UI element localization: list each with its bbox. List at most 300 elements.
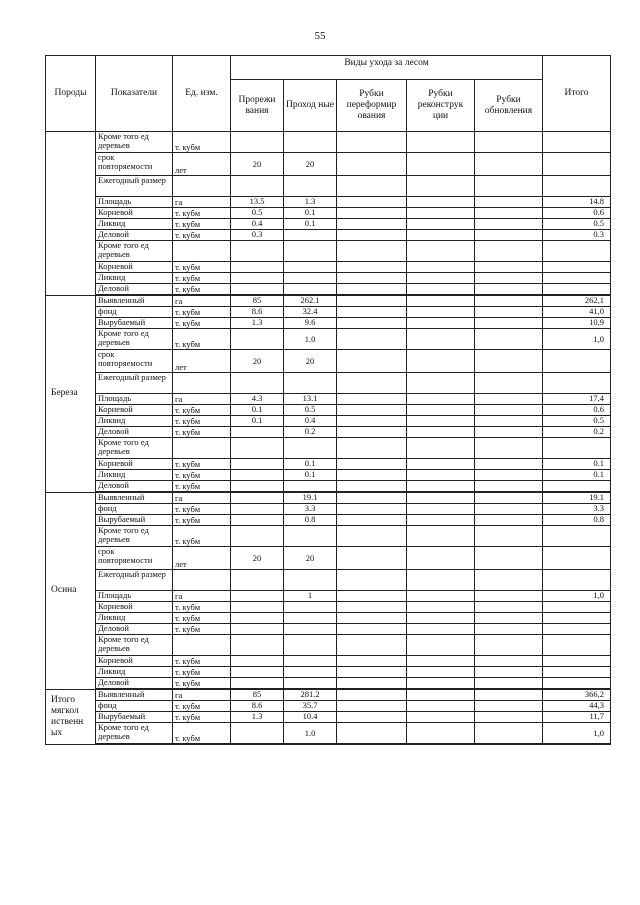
value-cell — [231, 635, 284, 656]
value-cell — [337, 515, 407, 526]
header-reconstruction: Рубки реконструк ции — [407, 80, 475, 132]
value-cell — [231, 624, 284, 635]
total-cell: 1,0 — [543, 591, 611, 602]
value-cell — [407, 712, 475, 723]
value-cell — [475, 262, 543, 273]
unit-cell: т. кубм — [173, 481, 231, 493]
forest-care-table — [45, 55, 611, 745]
value-cell: 20 — [284, 153, 337, 176]
value-cell — [231, 656, 284, 667]
value-cell — [475, 318, 543, 329]
unit-cell: т. кубм — [173, 284, 231, 296]
value-cell — [407, 613, 475, 624]
value-cell — [231, 438, 284, 459]
value-cell — [407, 723, 475, 745]
total-cell — [543, 262, 611, 273]
value-cell — [407, 547, 475, 570]
header-unit: Ед. изм. — [173, 56, 231, 132]
indicator-cell: Кроме того ед деревьев — [96, 329, 173, 350]
table-row — [46, 273, 611, 284]
value-cell — [475, 701, 543, 712]
table-row — [46, 318, 611, 329]
indicator-cell: Ликвид — [96, 613, 173, 624]
unit-cell: лет — [173, 547, 231, 570]
value-cell — [284, 570, 337, 591]
value-cell — [231, 602, 284, 613]
total-cell — [543, 526, 611, 547]
value-cell — [407, 219, 475, 230]
unit-cell: га — [173, 689, 231, 701]
value-cell — [284, 176, 337, 197]
value-cell — [284, 230, 337, 241]
unit-cell: т. кубм — [173, 219, 231, 230]
value-cell — [337, 329, 407, 350]
value-cell — [337, 262, 407, 273]
value-cell — [284, 526, 337, 547]
total-cell: 1,0 — [543, 329, 611, 350]
value-cell — [231, 526, 284, 547]
value-cell — [407, 318, 475, 329]
value-cell: 9.6 — [284, 318, 337, 329]
indicator-cell: Корневой — [96, 405, 173, 416]
value-cell — [475, 723, 543, 745]
value-cell — [231, 284, 284, 296]
table-row — [46, 656, 611, 667]
value-cell — [407, 284, 475, 296]
total-cell: 0.6 — [543, 208, 611, 219]
total-cell: 366,2 — [543, 689, 611, 701]
value-cell: 262.1 — [284, 295, 337, 307]
value-cell — [337, 132, 407, 153]
value-cell — [337, 570, 407, 591]
indicator-cell: Ежегодный размер — [96, 373, 173, 394]
value-cell — [475, 208, 543, 219]
value-cell: 0.1 — [284, 470, 337, 481]
value-cell — [284, 481, 337, 493]
total-cell: 11,7 — [543, 712, 611, 723]
table-row — [46, 307, 611, 318]
value-cell — [337, 591, 407, 602]
value-cell: 3.3 — [284, 504, 337, 515]
value-cell: 20 — [231, 153, 284, 176]
value-cell — [475, 350, 543, 373]
table-row — [46, 667, 611, 678]
total-cell — [543, 635, 611, 656]
table-row — [46, 394, 611, 405]
value-cell — [407, 405, 475, 416]
indicator-cell: Ликвид — [96, 667, 173, 678]
value-cell — [231, 241, 284, 262]
indicator-cell: Корневой — [96, 602, 173, 613]
value-cell — [231, 591, 284, 602]
breed-cell: Береза — [46, 295, 96, 492]
unit-cell: т. кубм — [173, 667, 231, 678]
header-care-types: Виды ухода за лесом — [231, 56, 543, 80]
unit-cell: т. кубм — [173, 712, 231, 723]
value-cell — [231, 492, 284, 504]
table-row — [46, 481, 611, 493]
value-cell — [231, 373, 284, 394]
unit-cell: т. кубм — [173, 132, 231, 153]
table-row — [46, 153, 611, 176]
unit-cell: т. кубм — [173, 427, 231, 438]
value-cell: 20 — [231, 547, 284, 570]
total-cell — [543, 602, 611, 613]
unit-cell: т. кубм — [173, 416, 231, 427]
value-cell: 0.1 — [284, 459, 337, 470]
unit-cell: т. кубм — [173, 470, 231, 481]
indicator-cell: Ликвид — [96, 273, 173, 284]
unit-cell: т. кубм — [173, 307, 231, 318]
value-cell — [475, 678, 543, 690]
total-cell — [543, 176, 611, 197]
value-cell — [407, 394, 475, 405]
total-cell — [543, 273, 611, 284]
unit-cell: т. кубм — [173, 723, 231, 745]
value-cell — [407, 635, 475, 656]
total-cell — [543, 667, 611, 678]
value-cell — [284, 656, 337, 667]
value-cell — [475, 197, 543, 208]
value-cell: 0.5 — [231, 208, 284, 219]
value-cell — [475, 273, 543, 284]
value-cell: 20 — [231, 350, 284, 373]
unit-cell: т. кубм — [173, 701, 231, 712]
value-cell — [407, 602, 475, 613]
total-cell: 262,1 — [543, 295, 611, 307]
value-cell — [475, 394, 543, 405]
table-row — [46, 176, 611, 197]
value-cell — [231, 723, 284, 745]
value-cell — [475, 602, 543, 613]
value-cell — [284, 373, 337, 394]
unit-cell: т. кубм — [173, 230, 231, 241]
indicator-cell: Выявленный — [96, 295, 173, 307]
value-cell — [231, 459, 284, 470]
value-cell — [407, 132, 475, 153]
indicator-cell: Кроме того ед деревьев — [96, 526, 173, 547]
total-cell — [543, 613, 611, 624]
table-row — [46, 208, 611, 219]
total-cell: 0.3 — [543, 230, 611, 241]
value-cell — [284, 241, 337, 262]
indicator-cell: Выявленный — [96, 689, 173, 701]
total-cell — [543, 350, 611, 373]
value-cell: 1 — [284, 591, 337, 602]
total-cell: 17,4 — [543, 394, 611, 405]
value-cell — [407, 591, 475, 602]
value-cell — [231, 273, 284, 284]
value-cell — [337, 350, 407, 373]
indicator-cell: Деловой — [96, 230, 173, 241]
value-cell: 0.4 — [231, 219, 284, 230]
unit-cell: т. кубм — [173, 405, 231, 416]
value-cell — [475, 307, 543, 318]
unit-cell: т. кубм — [173, 208, 231, 219]
value-cell: 0.1 — [231, 416, 284, 427]
value-cell — [475, 570, 543, 591]
value-cell — [337, 295, 407, 307]
value-cell — [407, 427, 475, 438]
value-cell: 13.1 — [284, 394, 337, 405]
value-cell — [337, 712, 407, 723]
unit-cell: лет — [173, 350, 231, 373]
value-cell — [337, 230, 407, 241]
value-cell — [407, 481, 475, 493]
value-cell — [337, 284, 407, 296]
value-cell — [475, 176, 543, 197]
indicator-cell: фонд — [96, 504, 173, 515]
value-cell — [407, 208, 475, 219]
value-cell — [231, 427, 284, 438]
value-cell — [475, 295, 543, 307]
value-cell — [231, 678, 284, 690]
value-cell — [475, 132, 543, 153]
indicator-cell: Ликвид — [96, 470, 173, 481]
value-cell — [337, 470, 407, 481]
value-cell — [407, 241, 475, 262]
total-cell: 41,0 — [543, 307, 611, 318]
value-cell — [231, 470, 284, 481]
value-cell — [337, 459, 407, 470]
table-row — [46, 602, 611, 613]
value-cell — [284, 678, 337, 690]
total-cell — [543, 547, 611, 570]
total-cell: 1,0 — [543, 723, 611, 745]
value-cell: 85 — [231, 295, 284, 307]
value-cell — [407, 678, 475, 690]
table-row — [46, 262, 611, 273]
total-cell: 0.5 — [543, 219, 611, 230]
unit-cell — [173, 176, 231, 197]
value-cell — [475, 459, 543, 470]
value-cell — [475, 405, 543, 416]
indicator-cell: Деловой — [96, 624, 173, 635]
value-cell — [407, 295, 475, 307]
total-cell — [543, 373, 611, 394]
indicator-cell: Корневой — [96, 208, 173, 219]
unit-cell: га — [173, 492, 231, 504]
unit-cell: га — [173, 197, 231, 208]
value-cell — [337, 176, 407, 197]
table-row — [46, 350, 611, 373]
unit-cell: т. кубм — [173, 262, 231, 273]
value-cell — [231, 613, 284, 624]
value-cell — [475, 492, 543, 504]
value-cell — [337, 635, 407, 656]
table-row — [46, 504, 611, 515]
value-cell — [407, 470, 475, 481]
value-cell — [407, 492, 475, 504]
unit-cell: т. кубм — [173, 602, 231, 613]
total-cell — [543, 481, 611, 493]
total-cell: 0.5 — [543, 416, 611, 427]
value-cell — [284, 635, 337, 656]
value-cell — [407, 438, 475, 459]
value-cell — [475, 504, 543, 515]
value-cell — [337, 504, 407, 515]
value-cell — [337, 427, 407, 438]
unit-cell: лет — [173, 153, 231, 176]
table-row — [46, 635, 611, 656]
value-cell — [475, 481, 543, 493]
unit-cell: т. кубм — [173, 678, 231, 690]
value-cell — [337, 656, 407, 667]
indicator-cell: Площадь — [96, 394, 173, 405]
value-cell — [284, 624, 337, 635]
value-cell: 1.3 — [231, 318, 284, 329]
unit-cell: т. кубм — [173, 504, 231, 515]
indicator-cell: Кроме того ед деревьев — [96, 241, 173, 262]
table-row — [46, 515, 611, 526]
value-cell — [475, 613, 543, 624]
value-cell — [475, 515, 543, 526]
value-cell: 0.1 — [284, 208, 337, 219]
value-cell — [337, 701, 407, 712]
value-cell — [337, 492, 407, 504]
table-row — [46, 230, 611, 241]
value-cell — [475, 712, 543, 723]
total-cell — [543, 570, 611, 591]
value-cell — [231, 176, 284, 197]
value-cell — [475, 329, 543, 350]
value-cell — [337, 318, 407, 329]
breed-cell: Итого мягкол иственн ых — [46, 689, 96, 744]
value-cell — [337, 219, 407, 230]
value-cell — [284, 667, 337, 678]
value-cell: 13.5 — [231, 197, 284, 208]
value-cell — [337, 416, 407, 427]
value-cell — [231, 132, 284, 153]
table-row — [46, 132, 611, 153]
value-cell — [284, 602, 337, 613]
table-row — [46, 624, 611, 635]
total-cell — [543, 656, 611, 667]
total-cell: 0.1 — [543, 459, 611, 470]
value-cell — [337, 526, 407, 547]
unit-cell: т. кубм — [173, 656, 231, 667]
value-cell — [231, 570, 284, 591]
table-row — [46, 329, 611, 350]
indicator-cell: Кроме того ед деревьев — [96, 635, 173, 656]
value-cell: 8.6 — [231, 307, 284, 318]
indicator-cell: Корневой — [96, 262, 173, 273]
total-cell — [543, 678, 611, 690]
value-cell — [475, 689, 543, 701]
value-cell — [337, 273, 407, 284]
value-cell — [337, 405, 407, 416]
value-cell — [475, 667, 543, 678]
value-cell: 19.1 — [284, 492, 337, 504]
indicator-cell: срок повторяемости — [96, 547, 173, 570]
indicator-cell: Выявленный — [96, 492, 173, 504]
page-number: 55 — [314, 30, 326, 42]
total-cell — [543, 284, 611, 296]
value-cell — [475, 284, 543, 296]
unit-cell: га — [173, 394, 231, 405]
value-cell — [475, 438, 543, 459]
value-cell — [407, 656, 475, 667]
value-cell — [407, 373, 475, 394]
unit-cell: т. кубм — [173, 613, 231, 624]
value-cell — [407, 153, 475, 176]
table-row — [46, 197, 611, 208]
header-thinning: Прорежи вания — [231, 80, 284, 132]
value-cell — [407, 515, 475, 526]
value-cell — [475, 635, 543, 656]
total-cell: 14.8 — [543, 197, 611, 208]
table-row — [46, 373, 611, 394]
table-row — [46, 459, 611, 470]
value-cell — [407, 526, 475, 547]
value-cell — [407, 307, 475, 318]
value-cell — [407, 329, 475, 350]
value-cell: 4.3 — [231, 394, 284, 405]
header-indicators: Показатели — [96, 56, 173, 132]
unit-cell: т. кубм — [173, 318, 231, 329]
indicator-cell: срок повторяемости — [96, 350, 173, 373]
header-renewal: Рубки обновления — [475, 80, 543, 132]
indicator-cell: фонд — [96, 307, 173, 318]
table-row — [46, 678, 611, 690]
total-cell: 3.3 — [543, 504, 611, 515]
indicator-cell: Корневой — [96, 656, 173, 667]
unit-cell: т. кубм — [173, 329, 231, 350]
value-cell — [475, 526, 543, 547]
value-cell — [337, 613, 407, 624]
indicator-cell: фонд — [96, 701, 173, 712]
table-row — [46, 723, 611, 745]
value-cell — [337, 208, 407, 219]
value-cell — [475, 470, 543, 481]
table-row — [46, 405, 611, 416]
header-total: Итого — [543, 56, 611, 132]
indicator-cell: Вырубаемый — [96, 515, 173, 526]
value-cell — [337, 624, 407, 635]
header-passage: Проход ные — [284, 80, 337, 132]
value-cell — [475, 427, 543, 438]
value-cell — [231, 515, 284, 526]
value-cell: 281.2 — [284, 689, 337, 701]
value-cell — [407, 176, 475, 197]
breed-cell: Осина — [46, 492, 96, 689]
header-breed: Породы — [46, 56, 96, 132]
table-row — [46, 416, 611, 427]
value-cell — [407, 689, 475, 701]
total-cell — [543, 624, 611, 635]
value-cell: 35.7 — [284, 701, 337, 712]
value-cell — [337, 689, 407, 701]
indicator-cell: Кроме того ед деревьев — [96, 132, 173, 153]
total-cell: 0.2 — [543, 427, 611, 438]
indicator-cell: Деловой — [96, 427, 173, 438]
value-cell — [475, 241, 543, 262]
value-cell — [475, 547, 543, 570]
value-cell: 1.0 — [284, 329, 337, 350]
table-row — [46, 219, 611, 230]
value-cell — [407, 624, 475, 635]
table-row — [46, 591, 611, 602]
table-row — [46, 438, 611, 459]
value-cell — [475, 624, 543, 635]
value-cell: 85 — [231, 689, 284, 701]
value-cell: 0.1 — [231, 405, 284, 416]
value-cell — [407, 459, 475, 470]
total-cell — [543, 132, 611, 153]
table-row — [46, 570, 611, 591]
unit-cell — [173, 241, 231, 262]
value-cell — [284, 132, 337, 153]
